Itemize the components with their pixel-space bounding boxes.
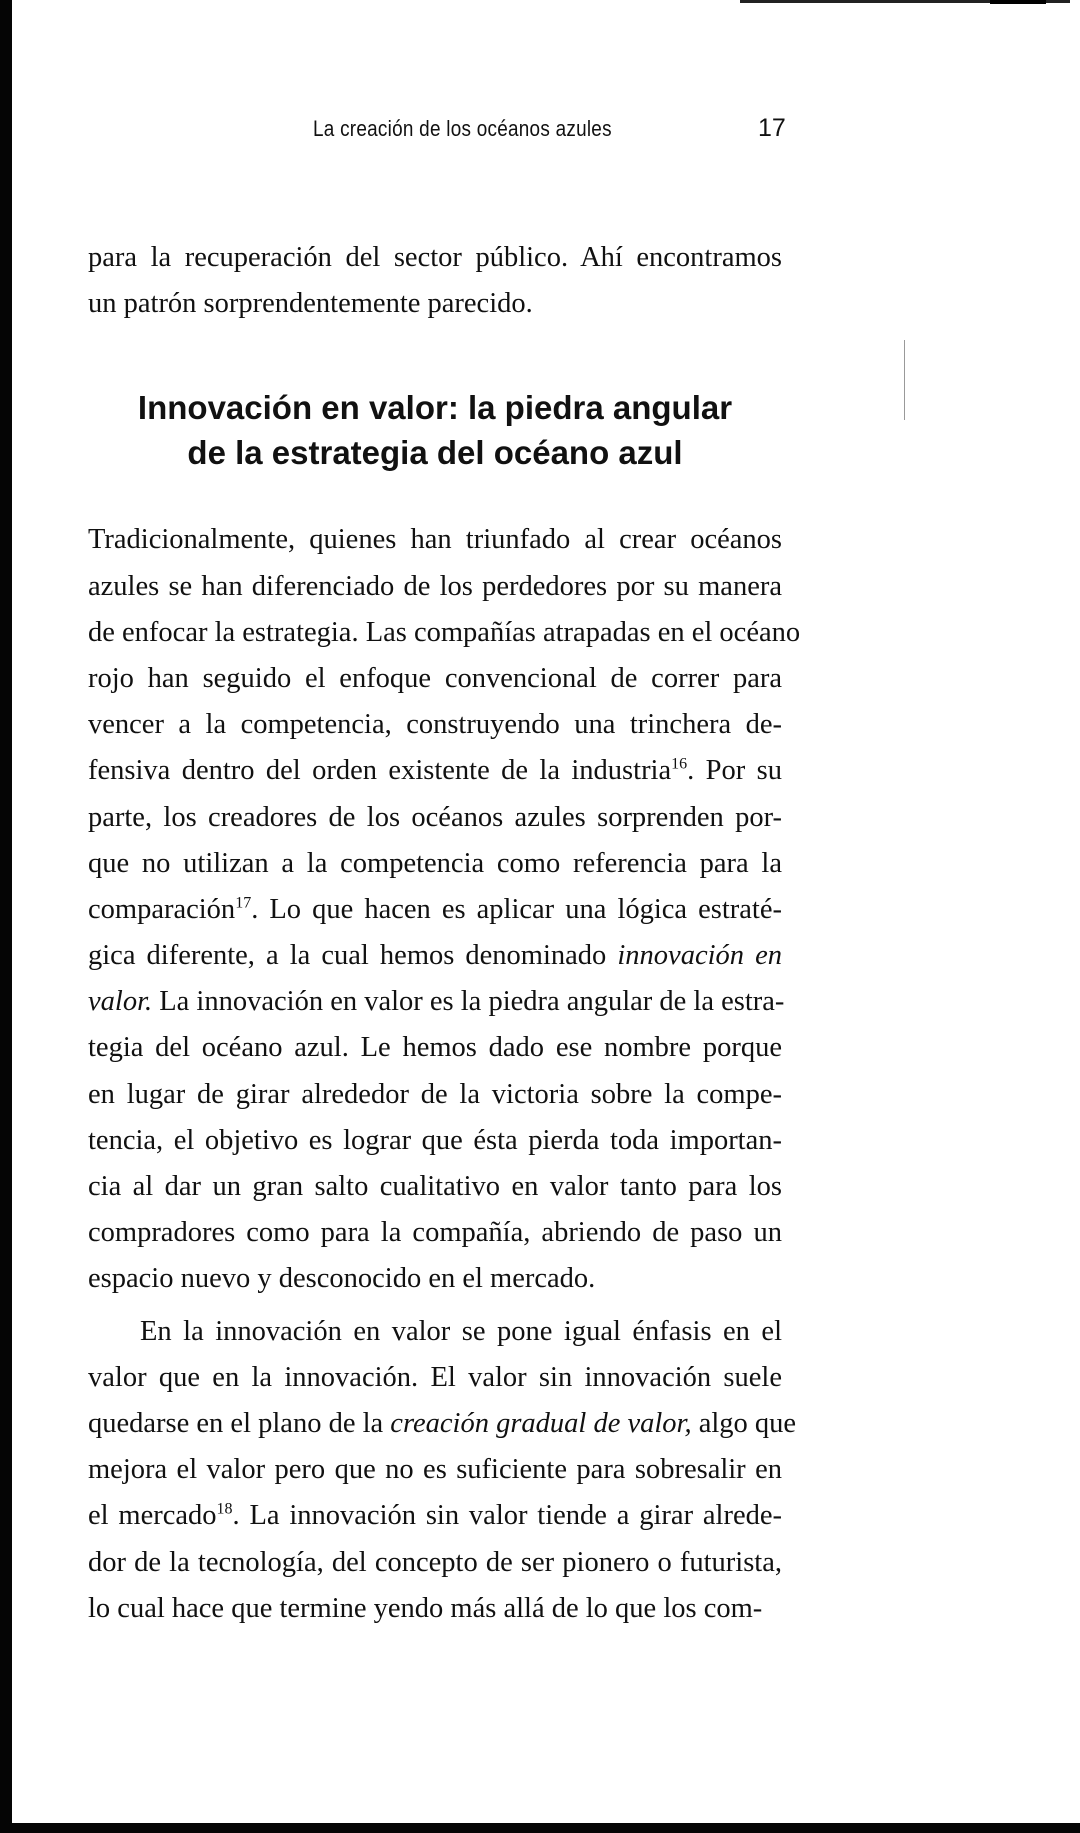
body-paragraph <box>88 517 801 1302</box>
text-run: lo cual hace que termine yendo más allá de lo que los com- <box>88 1592 763 1624</box>
italic-text: innovación en <box>617 940 782 972</box>
text-run: cia al dar un gran salto cualitativo en valor tanto para los <box>88 1171 782 1202</box>
text-run: algo que <box>691 1407 797 1439</box>
text-run: para la recuperación del sector público. Ahí encontramos <box>88 242 782 273</box>
text-run: En la innovación en valor se pone igual énfasis en el <box>140 1315 782 1347</box>
text-line <box>88 887 782 933</box>
text-line <box>88 1355 782 1401</box>
text-line <box>88 1309 782 1355</box>
running-head: La creación de los océanos azules <box>313 116 612 141</box>
text-line <box>88 748 782 794</box>
scan-edge-bottom <box>0 1823 1080 1833</box>
text-line <box>88 1447 782 1493</box>
text-run: compradores como para la compañía, abriendo de paso un <box>88 1217 782 1249</box>
text-line <box>88 933 782 979</box>
page-number: 17 <box>758 114 786 142</box>
footnote-ref: 17 <box>235 894 252 912</box>
section-heading <box>88 385 782 475</box>
text-line <box>88 841 782 887</box>
italic-text: creación gradual de valor, <box>390 1407 692 1439</box>
text-line <box>88 795 782 841</box>
text-line <box>88 1256 782 1302</box>
text-line <box>88 564 782 610</box>
text-run: en lugar de girar alrededor de la victoria sobre la compe- <box>88 1078 782 1110</box>
italic-text: valor. <box>88 986 153 1018</box>
body-paragraph <box>88 1309 797 1632</box>
footnote-ref: 16 <box>671 755 688 773</box>
heading-line: Innovación en valor: la piedra angular <box>137 389 733 427</box>
text-line <box>88 1210 782 1256</box>
text-line <box>88 979 785 1025</box>
text-run: de enfocar la estrategia. Las compañías atrapadas en el océano <box>88 616 801 648</box>
intro-paragraph <box>88 235 782 327</box>
text-run: azules se han diferenciado de los perdedores por su manera <box>88 570 782 602</box>
text-run: espacio nuevo y desconocido en el mercado. <box>88 1263 596 1295</box>
text-line <box>88 1118 782 1164</box>
text-run: La innovación en valor es la piedra angular de la estra- <box>152 986 785 1018</box>
text-run: gica diferente, a la cual hemos denominado <box>88 940 618 972</box>
text-run: . La innovación sin valor tiende a girar alrede- <box>232 1500 782 1532</box>
footnote-ref: 18 <box>216 1500 233 1518</box>
text-line <box>88 235 782 281</box>
text-line <box>88 1540 782 1586</box>
text-run: que no utilizan a la competencia como referencia para la <box>88 847 782 879</box>
scan-mark <box>904 340 905 420</box>
scan-edge-top-mark <box>990 0 1046 4</box>
text-line <box>88 1586 782 1632</box>
text-run: rojo han seguido el enfoque convencional de correr para <box>88 662 782 694</box>
page-body <box>88 235 801 1632</box>
text-line <box>88 1493 782 1539</box>
text-run: quedarse en el plano de la <box>88 1407 391 1439</box>
text-line <box>88 702 782 748</box>
text-run: valor que en la innovación. El valor sin innovación suele <box>88 1361 782 1393</box>
text-line <box>88 1025 782 1071</box>
text-line <box>88 1401 797 1447</box>
text-line <box>88 517 782 563</box>
text-run: vencer a la competencia, construyendo una trinchera de- <box>88 709 782 741</box>
text-line <box>88 656 782 702</box>
text-run: el mercado <box>88 1500 217 1532</box>
text-line <box>88 1164 782 1210</box>
text-run: parte, los creadores de los océanos azules sorprenden por- <box>88 801 782 833</box>
text-line <box>88 610 801 656</box>
text-run: . Por su <box>687 755 782 787</box>
text-run: . Lo que hacen es aplicar una lógica estraté- <box>251 893 782 925</box>
scan-edge-left <box>0 0 12 1833</box>
text-line <box>88 281 782 327</box>
heading-line: de la estrategia del océano azul <box>187 434 683 472</box>
text-run: tencia, el objetivo es lograr que ésta pierda toda importan- <box>88 1124 782 1156</box>
text-run: Tradicionalmente, quienes han triunfado al crear océanos <box>88 524 782 556</box>
text-line <box>88 1072 782 1118</box>
text-run: comparación <box>88 893 236 925</box>
text-run: tegia del océano azul. Le hemos dado ese nombre porque <box>88 1032 782 1064</box>
text-run: mejora el valor pero que no es suficiente para sobresalir en <box>88 1454 782 1486</box>
text-run: fensiva dentro del orden existente de la industria <box>88 755 672 787</box>
text-run: dor de la tecnología, del concepto de ser pionero o futurista, <box>88 1546 782 1578</box>
text-run: un patrón sorprendentemente parecido. <box>88 288 533 320</box>
